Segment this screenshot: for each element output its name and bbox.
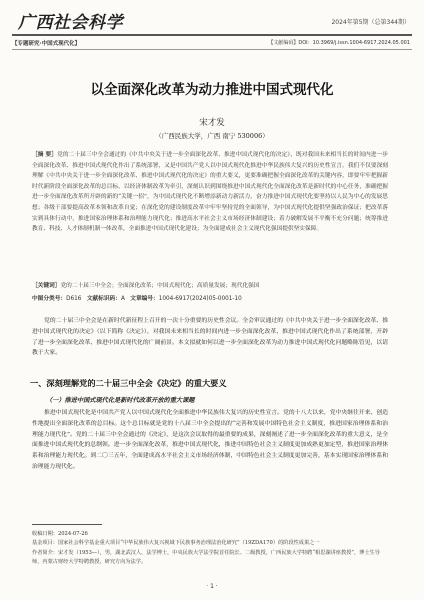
article-title: 以全面深化改革为动力推进中国式现代化 (90, 82, 334, 98)
article-author: 宋才发 (199, 118, 225, 128)
keywords-label: ［关键词］ (32, 283, 61, 289)
subsection-heading: （一）推进中国式现代化是新时代改革开放的重大课题 (46, 397, 195, 404)
header-rule (12, 34, 412, 36)
clc-label: 中图分类号： (32, 296, 67, 302)
section-heading: 一、深刻理解党的二十届三中全会《决定》的重大要义 (30, 378, 227, 388)
issue-info: 2024年第5期（总第344期） (331, 19, 410, 26)
article-no-label: 文章编号： (130, 296, 159, 302)
clc-value: D616 (66, 296, 82, 302)
doi-label: 【文献编码】DOI：10.3969/j.issn.1004-6917.2024.05.001 (268, 40, 410, 46)
footnote-rule (32, 524, 102, 525)
classification-line (32, 293, 392, 302)
abstract (32, 150, 388, 235)
abstract-text: 党的二十届三中全会通过的《中共中央关于进一步全面深化改革、推进中国式现代化的决定》，既对我国未来相当长的时间内进一步全面深化改革、推进中国式现代化作出了系统部署，又是中国共产党人以中国式现代化推进中华民族伟大复兴的历史性宣言。我们不仅要深刻理解《中共中央关于进一步全面深化改革、推进中国式现代化的决定》的重大要义，更要准确把握全面深化改革的关键内容，即要牢牢把握新时代新阶段全面深化改革的总目标，以经济体制改革为牵引，深刻认识到围绕推进中国式现代化全面深化改革是新时代的中心任务，准确把握进一步全面深化改革所开辟的新的“关键一招”，为中国式现代化不断增添新动力新活力。奋力推进中国式现代化要坚持以人民为中心的发展思想；各级干部要提高改革本领和改革自觉；在深化党的建设制度改革中牢牢坚持党的全面领导，为中国式现代化提供坚强政治保证；把改革落实到具体行动中，推进国家治理体系和治理能力现代化；推进高水平社会主义市场经济体制建设；着力破解发展不平衡不充分问题；统筹推进教育、科技、人才体制机制一体改革，全面推进中国式现代化建设；为全面建成社会主义现代化强国提供坚实保障。 (32, 152, 388, 233)
footnote-fund: 基金项目：国家社会科学基金重大项目“中华民族伟大复兴视域下民族事务治理法治化研究”（19ZDA170）的阶段性成果之一 (32, 540, 320, 547)
footnote-author-bio: 作者简介：宋才发（1953—），男，湖北武汉人，法学博士，中央民族大学法学院首任院长、二级教授，广西民族大学特聘“相思湖讲座教授”，博士生导师，内蒙古财经大学特聘教授，研究方向为法学。 (32, 549, 380, 566)
header-rule-thin (12, 49, 412, 50)
footnote-received: 收稿日期：2024-07-26 (32, 531, 88, 537)
keywords (32, 281, 392, 292)
journal-logo: 广西社会科学 (18, 13, 123, 33)
intro-paragraph: 党的二十届三中全会是在新时代新征程上召开的一次十分重要的历史性会议。全会审议通过的《中共中央关于进一步全面深化改革、推进中国式现代化的决定》（以下简称《决定》），对我国未来相当长的时间内进一步全面深化改革、推进中国式现代化作出了系统部署，开辟了进一步全面深化改革、推进中国式现代化的广阔前景。本文拟就如何以进一步全面深化改革为动力推进中国式现代化问题略陈管见，以请教于大家。 (32, 318, 388, 357)
column-label: 【专题研究·中国式现代化】 (12, 41, 81, 47)
author-affiliation: （广西民族大学，广西 南宁 530006） (155, 132, 269, 140)
keywords-text: 党的二十届三中全会；全面深化改革；中国式现代化；高质量发展；现代化强国 (60, 283, 260, 289)
abstract-label: ［摘 要］ (32, 152, 58, 158)
page-number: · 1 · (206, 583, 218, 590)
article-no-value: 1004-6917(2024)05-0001-10 (158, 296, 242, 302)
section-paragraph: 推进中国式现代化是中国共产党人以中国式现代化全面推进中华民族伟大复兴的历史性宣言。党的十八大以来，党中央继往开来、创造性地提出全面深化改革的总目标。这个总目标就是党的十八届三中全会提出的“完善和发展中国特色社会主义制度，推进国家治理体系和治理能力现代化”。党的二十届三中全会通过的《决定》，是这次会议取得的最重要的成果，深刻阐述了进一步全面深化改革的重大意义，是全面推进中国式现代化的总纲领。进一步全面深化改革，推进中国式现代化，推进中国特色社会主义制度更加成熟更加定型，推进国家治理体系和治理能力现代化。到二〇三五年，全面建成高水平社会主义市场经济体制，中国特色社会主义制度更加完善，基本实现国家治理体系和治理能力现代化。 (32, 410, 388, 470)
doc-code-label: 文献标识码： (86, 296, 121, 302)
footnotes (32, 530, 388, 568)
doc-code-value: A (120, 296, 125, 302)
